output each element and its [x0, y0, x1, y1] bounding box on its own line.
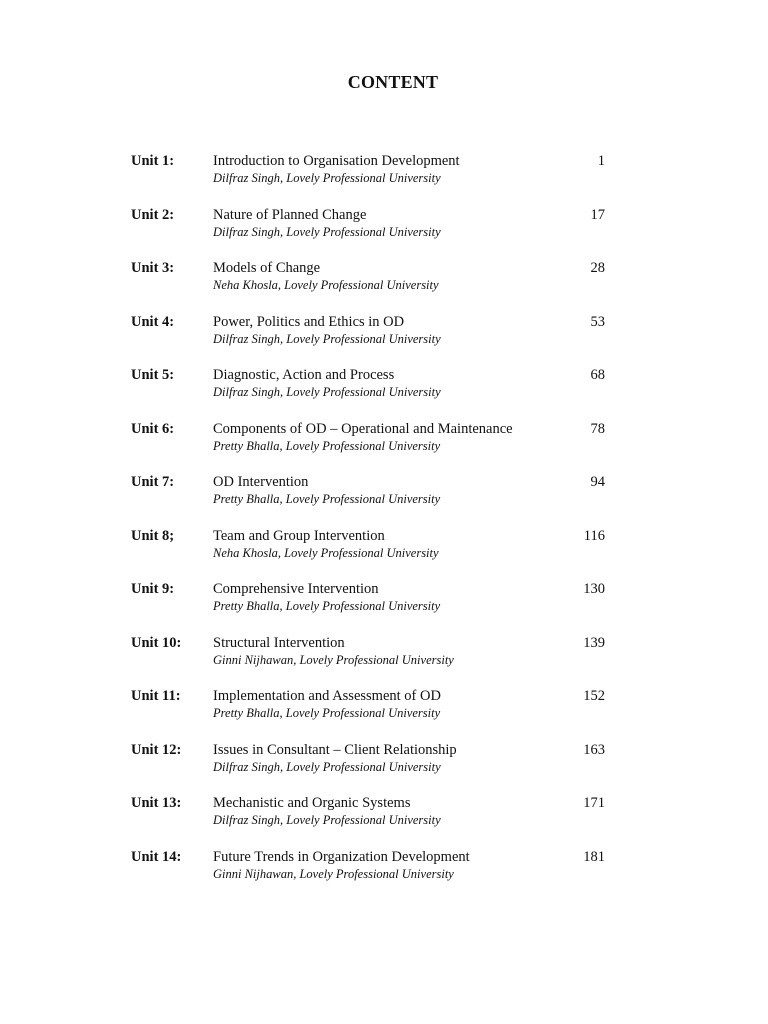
unit-label: Unit 14:	[131, 848, 182, 865]
entry-author: Dilfraz Singh, Lovely Professional University	[213, 813, 441, 827]
toc-entry	[0, 580, 768, 634]
entry-author: Pretty Bhalla, Lovely Professional University	[213, 706, 441, 720]
unit-label: Unit 7:	[131, 474, 175, 490]
page-number: 171	[583, 795, 605, 811]
entry-author: Neha Khosla, Lovely Professional University	[213, 545, 439, 560]
unit-label: Unit 2:	[131, 206, 175, 223]
page-number: 17	[590, 206, 605, 223]
page-number: 68	[590, 367, 605, 383]
toc-entry	[0, 366, 768, 420]
unit-label: Unit 4:	[131, 313, 175, 330]
page-number: 78	[590, 420, 605, 437]
entry-title: Components of OD – Operational and Maintenance	[213, 420, 513, 437]
page-number: 163	[583, 741, 605, 758]
entry-title: Introduction to Organisation Development	[213, 153, 460, 169]
entry-author: Dilfraz Singh, Lovely Professional University	[213, 331, 441, 346]
toc-entry	[0, 152, 768, 206]
entry-author: Dilfraz Singh, Lovely Professional University	[213, 224, 441, 239]
page-number: 1	[597, 153, 605, 169]
page-number: 116	[583, 527, 605, 544]
toc-entry	[0, 794, 768, 848]
entry-author: Neha Khosla, Lovely Professional University	[213, 278, 439, 292]
unit-label: Unit 12:	[131, 741, 182, 758]
unit-label: Unit 3:	[131, 260, 175, 276]
entry-title: Future Trends in Organization Development	[213, 848, 470, 865]
unit-label: Unit 8;	[131, 527, 175, 544]
unit-label: Unit 10:	[131, 634, 182, 651]
unit-label: Unit 13:	[131, 795, 182, 811]
entry-title: Models of Change	[213, 260, 321, 276]
toc-entry	[0, 687, 768, 741]
entry-title: OD Intervention	[213, 474, 309, 490]
entry-author: Pretty Bhalla, Lovely Professional University	[213, 492, 441, 506]
entry-title: Structural Intervention	[213, 634, 345, 651]
entry-title: Power, Politics and Ethics in OD	[213, 313, 405, 330]
unit-label: Unit 11:	[131, 688, 181, 704]
entry-title: Comprehensive Intervention	[213, 581, 379, 597]
toc-entry	[0, 420, 768, 474]
entry-title: Diagnostic, Action and Process	[213, 367, 395, 383]
entry-author: Pretty Bhalla, Lovely Professional University	[213, 599, 441, 613]
page-number: 130	[583, 581, 605, 597]
toc-entry	[0, 473, 768, 527]
page-number: 94	[590, 474, 605, 490]
unit-label: Unit 9:	[131, 581, 175, 597]
page-number: 139	[583, 634, 605, 651]
entry-title: Mechanistic and Organic Systems	[213, 795, 411, 811]
toc-entry	[0, 259, 768, 313]
entry-author: Dilfraz Singh, Lovely Professional University	[213, 171, 441, 185]
page-number: 181	[583, 848, 605, 865]
page-number: 53	[590, 313, 605, 330]
entry-author: Ginni Nijhawan, Lovely Professional University	[213, 652, 454, 667]
toc-entry	[0, 741, 768, 795]
page-title: CONTENT	[347, 72, 439, 92]
unit-label: Unit 6:	[131, 420, 175, 437]
toc-entry	[0, 848, 768, 902]
entry-title: Issues in Consultant – Client Relationship	[213, 741, 457, 758]
toc-entry	[0, 634, 768, 688]
entry-author: Pretty Bhalla, Lovely Professional University	[213, 438, 441, 453]
entry-author: Dilfraz Singh, Lovely Professional University	[213, 385, 441, 399]
entry-title: Nature of Planned Change	[213, 206, 367, 223]
entry-author: Ginni Nijhawan, Lovely Professional University	[213, 866, 454, 881]
unit-label: Unit 1:	[131, 153, 175, 169]
entry-title: Team and Group Intervention	[213, 527, 385, 544]
entry-author: Dilfraz Singh, Lovely Professional University	[213, 759, 441, 774]
toc-entry	[0, 527, 768, 581]
unit-label: Unit 5:	[131, 367, 175, 383]
page-number: 152	[583, 688, 605, 704]
toc-entry	[0, 313, 768, 367]
page-number: 28	[590, 260, 605, 276]
toc-entry	[0, 206, 768, 260]
table-of-contents	[0, 152, 768, 901]
entry-title: Implementation and Assessment of OD	[213, 688, 441, 704]
